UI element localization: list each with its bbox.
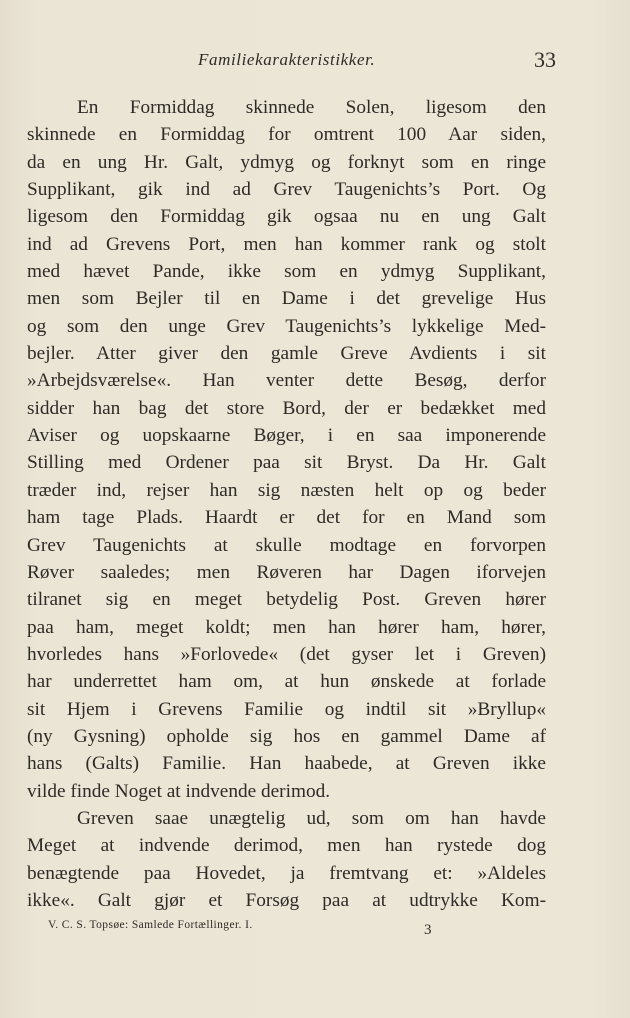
text-line: har underrettet ham om, at hun ønskede at forlade bbox=[27, 671, 546, 693]
text-line: paa ham, meget koldt; men han hører ham, hører, bbox=[27, 616, 546, 638]
text-line: (ny Gysning) opholde sig hos en gammel Dame af bbox=[27, 725, 546, 747]
text-line: Stilling med Ordener paa sit Bryst. Da Hr. Galt bbox=[27, 452, 546, 474]
text-line: sidder han bag det store Bord, der er bedækket med bbox=[27, 397, 546, 419]
body-text bbox=[27, 94, 546, 914]
text-line: ikke«. Galt gjør et Forsøg paa at udtrykke Kom- bbox=[27, 889, 546, 911]
text-line: tilranet sig en meget betydelig Post. Greven hører bbox=[27, 589, 546, 611]
text-line: hans (Galts) Familie. Han haabede, at Greven ikke bbox=[27, 753, 546, 775]
text-line: men som Bejler til en Dame i det grevelige Hus bbox=[27, 288, 546, 310]
text-line: ligesom den Formiddag gik ogsaa nu en ung Galt bbox=[27, 206, 546, 228]
text-line: Greven saae unægtelig ud, som om han havde bbox=[77, 807, 546, 829]
text-line: vilde finde Noget at indvende derimod. bbox=[27, 780, 331, 802]
text-line: Meget at indvende derimod, men han rystede dog bbox=[27, 835, 546, 857]
signature-footer bbox=[48, 915, 448, 945]
page-number: 33 bbox=[534, 47, 556, 72]
text-line: da en ung Hr. Galt, ydmyg og forknyt som en ringe bbox=[27, 151, 546, 173]
text-line: bejler. Atter giver den gamle Greve Avdients i sit bbox=[27, 343, 546, 365]
text-line: En Formiddag skinnede Solen, ligesom den bbox=[77, 97, 546, 118]
running-header bbox=[0, 47, 630, 77]
text-line: »Arbejdsværelse«. Han venter dette Besøg, derfor bbox=[27, 370, 546, 392]
text-line: benægtende paa Hovedet, ja fremtvang et: »Aldeles bbox=[27, 862, 546, 884]
text-line: og som den unge Grev Taugenichts’s lykkelige Med- bbox=[27, 315, 546, 337]
text-line: hvorledes hans »Forlovede« (det gyser let i Greven) bbox=[27, 643, 546, 665]
text-line: Aviser og uopskaarne Bøger, i en saa imponerende bbox=[27, 425, 546, 447]
sheet-number: 3 bbox=[424, 922, 432, 938]
running-head-title: Familiekarakteristikker. bbox=[198, 50, 376, 69]
text-line: træder ind, rejser han sig næsten helt op og beder bbox=[27, 479, 546, 501]
text-line: skinnede en Formiddag for omtrent 100 Aar siden, bbox=[27, 124, 546, 146]
text-line: Røver saaledes; men Røveren har Dagen iforvejen bbox=[27, 561, 546, 583]
text-line: Grev Taugenichts at skulle modtage en forvorpen bbox=[27, 534, 546, 556]
text-line: med hævet Pande, ikke som en ydmyg Supplikant, bbox=[27, 261, 546, 283]
printer-signature: V. C. S. Topsøe: Samlede Fortællinger. I. bbox=[48, 919, 253, 931]
text-line: sit Hjem i Grevens Familie og indtil sit »Bryllup« bbox=[27, 698, 546, 720]
text-line: ind ad Grevens Port, men han kommer rank og stolt bbox=[27, 233, 546, 255]
text-line: ham tage Plads. Haardt er det for en Mand som bbox=[27, 507, 546, 529]
text-line: Supplikant, gik ind ad Grev Taugenichts’s Port. Og bbox=[27, 179, 546, 201]
